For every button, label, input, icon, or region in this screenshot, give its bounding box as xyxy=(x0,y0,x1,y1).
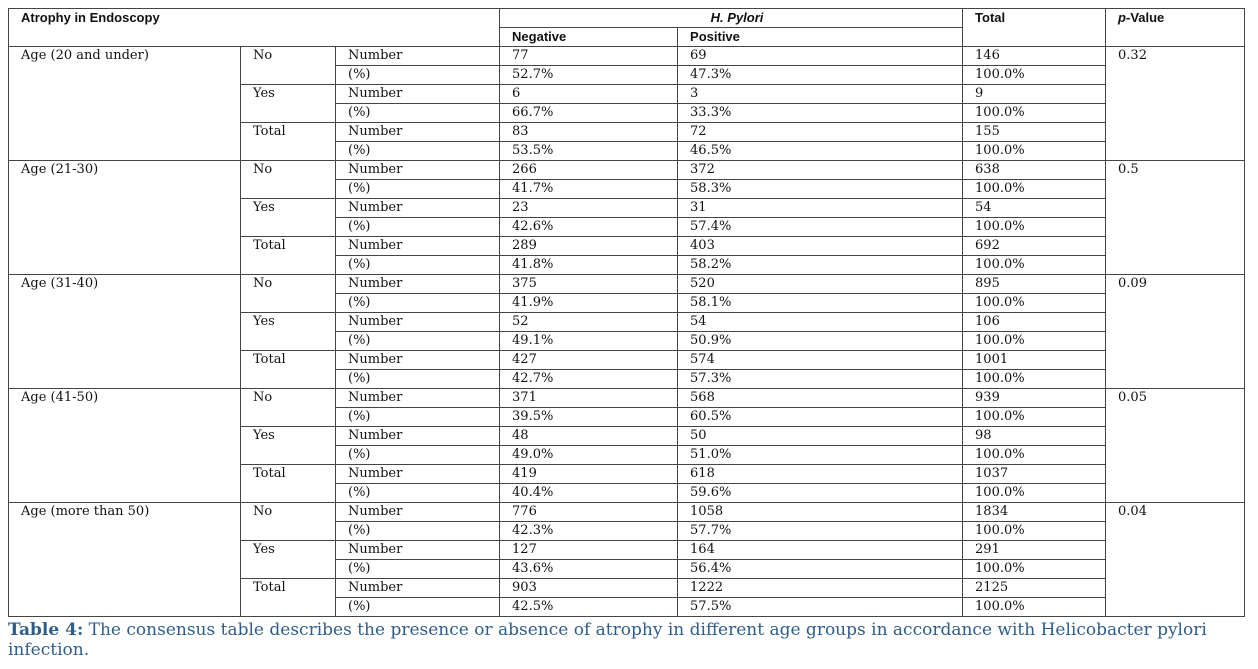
total-cell: 100.0% xyxy=(963,370,1106,389)
subgroup-cell: Yes xyxy=(241,427,336,465)
negative-cell: 127 xyxy=(500,541,678,560)
total-cell: 100.0% xyxy=(963,142,1106,161)
total-cell: 100.0% xyxy=(963,218,1106,237)
negative-cell: 289 xyxy=(500,237,678,256)
header-atrophy-spacer xyxy=(9,28,500,47)
p-value-cell: 0.5 xyxy=(1106,161,1245,275)
negative-cell: 6 xyxy=(500,85,678,104)
table-row xyxy=(9,503,1245,522)
measure-cell: (%) xyxy=(336,218,500,237)
negative-cell: 49.0% xyxy=(500,446,678,465)
subgroup-cell: No xyxy=(241,389,336,427)
measure-cell: (%) xyxy=(336,142,500,161)
negative-cell: 41.9% xyxy=(500,294,678,313)
negative-cell: 49.1% xyxy=(500,332,678,351)
subgroup-cell: No xyxy=(241,275,336,313)
subgroup-cell: Total xyxy=(241,579,336,617)
header-total: Total xyxy=(963,9,1106,28)
measure-cell: Number xyxy=(336,503,500,522)
measure-cell: Number xyxy=(336,123,500,142)
age-group-cell: Age (31-40) xyxy=(9,275,241,389)
subgroup-cell: Yes xyxy=(241,85,336,123)
caption-label: Table 4: xyxy=(8,620,84,640)
subgroup-cell: No xyxy=(241,47,336,85)
total-cell: 895 xyxy=(963,275,1106,294)
table-caption xyxy=(8,620,1244,660)
table-row xyxy=(9,389,1245,408)
measure-cell: (%) xyxy=(336,408,500,427)
total-cell: 100.0% xyxy=(963,446,1106,465)
p-value-cell: 0.04 xyxy=(1106,503,1245,617)
positive-cell: 57.7% xyxy=(678,522,963,541)
p-value-cell: 0.32 xyxy=(1106,47,1245,161)
total-cell: 939 xyxy=(963,389,1106,408)
measure-cell: (%) xyxy=(336,180,500,199)
age-group-cell: Age (21-30) xyxy=(9,161,241,275)
positive-cell: 3 xyxy=(678,85,963,104)
measure-cell: (%) xyxy=(336,522,500,541)
header-subrow xyxy=(9,28,1245,47)
total-cell: 100.0% xyxy=(963,180,1106,199)
positive-cell: 60.5% xyxy=(678,408,963,427)
positive-cell: 50 xyxy=(678,427,963,446)
positive-cell: 58.1% xyxy=(678,294,963,313)
total-cell: 106 xyxy=(963,313,1106,332)
negative-cell: 42.6% xyxy=(500,218,678,237)
age-group-cell: Age (20 and under) xyxy=(9,47,241,161)
age-group-cell: Age (more than 50) xyxy=(9,503,241,617)
total-cell: 100.0% xyxy=(963,104,1106,123)
negative-cell: 43.6% xyxy=(500,560,678,579)
positive-cell: 1058 xyxy=(678,503,963,522)
total-cell: 155 xyxy=(963,123,1106,142)
header-h-pylori: H. Pylori xyxy=(500,9,963,28)
total-cell: 692 xyxy=(963,237,1106,256)
total-cell: 100.0% xyxy=(963,256,1106,275)
measure-cell: (%) xyxy=(336,104,500,123)
positive-cell: 372 xyxy=(678,161,963,180)
total-cell: 100.0% xyxy=(963,294,1106,313)
subgroup-cell: Yes xyxy=(241,199,336,237)
positive-cell: 618 xyxy=(678,465,963,484)
measure-cell: Number xyxy=(336,275,500,294)
positive-cell: 57.3% xyxy=(678,370,963,389)
header-p-spacer xyxy=(1106,28,1245,47)
header-total-spacer xyxy=(963,28,1106,47)
positive-cell: 69 xyxy=(678,47,963,66)
positive-cell: 58.2% xyxy=(678,256,963,275)
atrophy-table xyxy=(8,8,1245,617)
header-p-suffix: -Value xyxy=(1125,10,1165,25)
measure-cell: (%) xyxy=(336,484,500,503)
measure-cell: Number xyxy=(336,427,500,446)
negative-cell: 42.5% xyxy=(500,598,678,617)
header-positive: Positive xyxy=(678,28,963,47)
header-row xyxy=(9,9,1245,28)
negative-cell: 427 xyxy=(500,351,678,370)
total-cell: 146 xyxy=(963,47,1106,66)
positive-cell: 51.0% xyxy=(678,446,963,465)
total-cell: 100.0% xyxy=(963,598,1106,617)
negative-cell: 52.7% xyxy=(500,66,678,85)
total-cell: 100.0% xyxy=(963,522,1106,541)
total-cell: 638 xyxy=(963,161,1106,180)
positive-cell: 403 xyxy=(678,237,963,256)
positive-cell: 47.3% xyxy=(678,66,963,85)
positive-cell: 164 xyxy=(678,541,963,560)
p-value-cell: 0.05 xyxy=(1106,389,1245,503)
positive-cell: 58.3% xyxy=(678,180,963,199)
p-value-cell: 0.09 xyxy=(1106,275,1245,389)
measure-cell: (%) xyxy=(336,66,500,85)
measure-cell: Number xyxy=(336,541,500,560)
negative-cell: 41.7% xyxy=(500,180,678,199)
positive-cell: 56.4% xyxy=(678,560,963,579)
total-cell: 1834 xyxy=(963,503,1106,522)
measure-cell: (%) xyxy=(336,332,500,351)
subgroup-cell: No xyxy=(241,503,336,541)
measure-cell: Number xyxy=(336,237,500,256)
age-group-cell: Age (41-50) xyxy=(9,389,241,503)
measure-cell: Number xyxy=(336,47,500,66)
header-atrophy: Atrophy in Endoscopy xyxy=(9,9,500,28)
negative-cell: 77 xyxy=(500,47,678,66)
measure-cell: Number xyxy=(336,313,500,332)
total-cell: 291 xyxy=(963,541,1106,560)
positive-cell: 31 xyxy=(678,199,963,218)
positive-cell: 54 xyxy=(678,313,963,332)
measure-cell: Number xyxy=(336,199,500,218)
negative-cell: 776 xyxy=(500,503,678,522)
table-body xyxy=(9,9,1245,617)
positive-cell: 50.9% xyxy=(678,332,963,351)
table-figure xyxy=(8,8,1244,660)
total-cell: 100.0% xyxy=(963,66,1106,85)
positive-cell: 57.4% xyxy=(678,218,963,237)
measure-cell: Number xyxy=(336,85,500,104)
negative-cell: 52 xyxy=(500,313,678,332)
measure-cell: (%) xyxy=(336,446,500,465)
table-row xyxy=(9,161,1245,180)
positive-cell: 33.3% xyxy=(678,104,963,123)
positive-cell: 574 xyxy=(678,351,963,370)
subgroup-cell: Total xyxy=(241,123,336,161)
measure-cell: Number xyxy=(336,579,500,598)
subgroup-cell: Total xyxy=(241,237,336,275)
positive-cell: 520 xyxy=(678,275,963,294)
positive-cell: 568 xyxy=(678,389,963,408)
total-cell: 1037 xyxy=(963,465,1106,484)
measure-cell: (%) xyxy=(336,294,500,313)
positive-cell: 46.5% xyxy=(678,142,963,161)
negative-cell: 66.7% xyxy=(500,104,678,123)
measure-cell: Number xyxy=(336,389,500,408)
positive-cell: 1222 xyxy=(678,579,963,598)
total-cell: 100.0% xyxy=(963,484,1106,503)
header-negative: Negative xyxy=(500,28,678,47)
negative-cell: 48 xyxy=(500,427,678,446)
header-p-letter: p xyxy=(1118,10,1126,25)
negative-cell: 41.8% xyxy=(500,256,678,275)
total-cell: 1001 xyxy=(963,351,1106,370)
subgroup-cell: Total xyxy=(241,351,336,389)
negative-cell: 375 xyxy=(500,275,678,294)
measure-cell: Number xyxy=(336,351,500,370)
negative-cell: 419 xyxy=(500,465,678,484)
positive-cell: 57.5% xyxy=(678,598,963,617)
subgroup-cell: Yes xyxy=(241,541,336,579)
caption-text: The consensus table describes the presence or absence of atrophy in different age groups in accordance with Helicobacter pylori infection. xyxy=(8,620,1207,660)
total-cell: 100.0% xyxy=(963,408,1106,427)
positive-cell: 59.6% xyxy=(678,484,963,503)
negative-cell: 903 xyxy=(500,579,678,598)
negative-cell: 83 xyxy=(500,123,678,142)
total-cell: 100.0% xyxy=(963,560,1106,579)
negative-cell: 42.7% xyxy=(500,370,678,389)
subgroup-cell: Yes xyxy=(241,313,336,351)
measure-cell: (%) xyxy=(336,370,500,389)
measure-cell: Number xyxy=(336,161,500,180)
total-cell: 100.0% xyxy=(963,332,1106,351)
subgroup-cell: Total xyxy=(241,465,336,503)
total-cell: 54 xyxy=(963,199,1106,218)
header-p-value xyxy=(1106,9,1245,28)
table-row xyxy=(9,275,1245,294)
measure-cell: (%) xyxy=(336,560,500,579)
measure-cell: (%) xyxy=(336,256,500,275)
negative-cell: 39.5% xyxy=(500,408,678,427)
total-cell: 9 xyxy=(963,85,1106,104)
table-row xyxy=(9,47,1245,66)
negative-cell: 371 xyxy=(500,389,678,408)
positive-cell: 72 xyxy=(678,123,963,142)
measure-cell: Number xyxy=(336,465,500,484)
total-cell: 98 xyxy=(963,427,1106,446)
negative-cell: 42.3% xyxy=(500,522,678,541)
subgroup-cell: No xyxy=(241,161,336,199)
negative-cell: 266 xyxy=(500,161,678,180)
negative-cell: 53.5% xyxy=(500,142,678,161)
total-cell: 2125 xyxy=(963,579,1106,598)
measure-cell: (%) xyxy=(336,598,500,617)
negative-cell: 23 xyxy=(500,199,678,218)
negative-cell: 40.4% xyxy=(500,484,678,503)
